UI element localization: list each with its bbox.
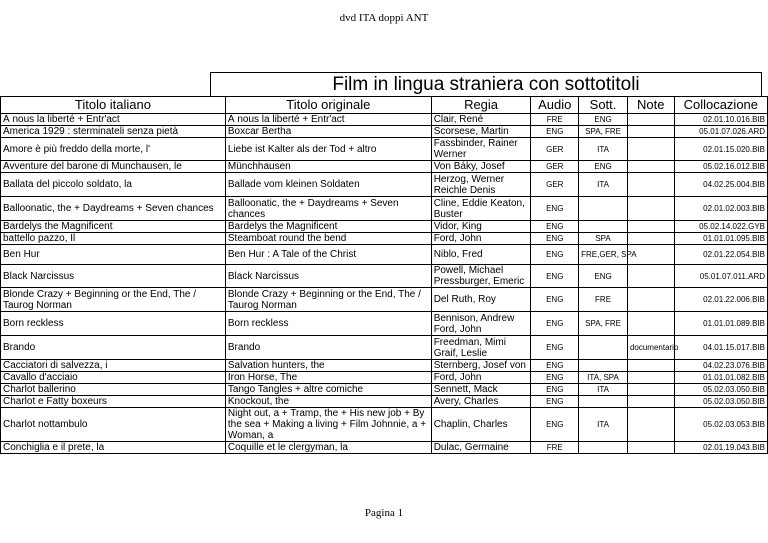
cell-sott: FRE,GER, SPA xyxy=(579,245,628,265)
table-row xyxy=(1,114,768,126)
table-row xyxy=(1,138,768,161)
cell-regia: Von Báky, Josef xyxy=(431,161,531,173)
cell-note xyxy=(627,197,674,221)
cell-audio: ENG xyxy=(531,221,579,233)
cell-sott: ENG xyxy=(579,265,628,288)
cell-note xyxy=(627,114,674,126)
cell-audio: ENG xyxy=(531,126,579,138)
cell-coll: 02.01.10.016.BIB xyxy=(674,114,767,126)
cell-coll: 05.02.03.050.BIB xyxy=(674,384,767,396)
cell-note xyxy=(627,265,674,288)
cell-sott: SPA, FRE xyxy=(579,312,628,336)
table-row xyxy=(1,221,768,233)
cell-orig: Tango Tangles + altre comiche xyxy=(225,384,431,396)
column-header: Sott. xyxy=(579,97,628,114)
cell-regia: Dulac, Germaine xyxy=(431,442,531,454)
film-table xyxy=(0,96,768,454)
cell-audio: ENG xyxy=(531,336,579,360)
cell-audio: FRE xyxy=(531,442,579,454)
cell-coll: 02.01.02.003.BIB xyxy=(674,197,767,221)
table-row xyxy=(1,233,768,245)
cell-note xyxy=(627,312,674,336)
cell-orig: Knockout, the xyxy=(225,396,431,408)
cell-regia: Powell, Michael Pressburger, Emeric xyxy=(431,265,531,288)
cell-regia: Bennison, Andrew Ford, John xyxy=(431,312,531,336)
cell-regia: Sternberg, Josef von xyxy=(431,360,531,372)
cell-it: Brando xyxy=(1,336,226,360)
cell-coll: 05.02.16.012.BIB xyxy=(674,161,767,173)
cell-regia: Vidor, King xyxy=(431,221,531,233)
cell-sott: SPA xyxy=(579,233,628,245)
cell-note: documentario xyxy=(627,336,674,360)
cell-it: Ballata del piccolo soldato, la xyxy=(1,173,226,197)
cell-audio: ENG xyxy=(531,245,579,265)
cell-coll: 02.01.22.054.BIB xyxy=(674,245,767,265)
cell-sott: ITA xyxy=(579,138,628,161)
cell-sott xyxy=(579,336,628,360)
cell-it: Charlot ballerino xyxy=(1,384,226,396)
cell-orig: Münchhausen xyxy=(225,161,431,173)
cell-regia: Ford, John xyxy=(431,233,531,245)
table-row xyxy=(1,312,768,336)
column-header: Titolo italiano xyxy=(1,97,226,114)
cell-sott xyxy=(579,396,628,408)
cell-orig: Brando xyxy=(225,336,431,360)
page-footer: Pagina 1 xyxy=(364,507,404,519)
cell-audio: ENG xyxy=(531,384,579,396)
table-row xyxy=(1,126,768,138)
cell-it: Bardelys the Magnificent xyxy=(1,221,226,233)
table-header-row xyxy=(1,97,768,114)
cell-audio: ENG xyxy=(531,408,579,442)
cell-note xyxy=(627,138,674,161)
column-header: Titolo originale xyxy=(225,97,431,114)
cell-audio: ENG xyxy=(531,396,579,408)
column-header: Collocazione xyxy=(674,97,767,114)
cell-note xyxy=(627,384,674,396)
table-row xyxy=(1,384,768,396)
cell-sott: SPA, FRE xyxy=(579,126,628,138)
cell-it: Avventure del barone di Munchausen, le xyxy=(1,161,226,173)
cell-regia: Sennett, Mack xyxy=(431,384,531,396)
table-row xyxy=(1,265,768,288)
cell-coll: 05.02.03.053.BIB xyxy=(674,408,767,442)
cell-sott xyxy=(579,197,628,221)
table-row xyxy=(1,442,768,454)
cell-note xyxy=(627,173,674,197)
cell-regia: Cline, Eddie Keaton, Buster xyxy=(431,197,531,221)
cell-regia: Avery, Charles xyxy=(431,396,531,408)
cell-it: Charlot nottambulo xyxy=(1,408,226,442)
cell-audio: ENG xyxy=(531,372,579,384)
cell-orig: Ben Hur : A Tale of the Christ xyxy=(225,245,431,265)
cell-it: Blonde Crazy + Beginning or the End, The / Taurog Norman xyxy=(1,288,226,312)
cell-it: Cavallo d'acciaio xyxy=(1,372,226,384)
cell-orig: Night out, a + Tramp, the + His new job + By the sea + Making a living + Film Johnnie, a + Woman, a xyxy=(225,408,431,442)
table-row xyxy=(1,173,768,197)
cell-audio: GER xyxy=(531,138,579,161)
cell-note xyxy=(627,221,674,233)
cell-coll: 05.01.07.026.ARD xyxy=(674,126,767,138)
cell-coll: 05.02.14.022.GYB xyxy=(674,221,767,233)
cell-sott xyxy=(579,442,628,454)
cell-coll: 01.01.01.095.BIB xyxy=(674,233,767,245)
cell-coll: 04.01.15.017.BIB xyxy=(674,336,767,360)
table-row xyxy=(1,336,768,360)
cell-coll: 05.01.07.011.ARD xyxy=(674,265,767,288)
cell-it: Amore è più freddo della morte, l' xyxy=(1,138,226,161)
cell-orig: Balloonatic, the + Daydreams + Seven chances xyxy=(225,197,431,221)
cell-regia: Scorsese, Martin xyxy=(431,126,531,138)
cell-coll: 02.01.19.043.BIB xyxy=(674,442,767,454)
cell-regia: Niblo, Fred xyxy=(431,245,531,265)
cell-audio: GER xyxy=(531,161,579,173)
cell-coll: 02.01.15.020.BIB xyxy=(674,138,767,161)
cell-note xyxy=(627,288,674,312)
cell-coll: 02.01.22.006.BIB xyxy=(674,288,767,312)
cell-coll: 01.01.01.082.BIB xyxy=(674,372,767,384)
cell-orig: Black Narcissus xyxy=(225,265,431,288)
cell-note xyxy=(627,161,674,173)
cell-orig: Liebe ist Kalter als der Tod + altro xyxy=(225,138,431,161)
cell-orig: Bardelys the Magnificent xyxy=(225,221,431,233)
cell-orig: Blonde Crazy + Beginning or the End, The / Taurog Norman xyxy=(225,288,431,312)
cell-sott: ITA xyxy=(579,173,628,197)
cell-orig: Iron Horse, The xyxy=(225,372,431,384)
cell-it: Born reckless xyxy=(1,312,226,336)
cell-sott: ITA xyxy=(579,384,628,396)
cell-coll: 01.01.01.089.BIB xyxy=(674,312,767,336)
table-row xyxy=(1,288,768,312)
table-row xyxy=(1,245,768,265)
cell-orig: Salvation hunters, the xyxy=(225,360,431,372)
cell-coll: 04.02.23.076.BIB xyxy=(674,360,767,372)
cell-it: Charlot e Fatty boxeurs xyxy=(1,396,226,408)
cell-it: Balloonatic, the + Daydreams + Seven chances xyxy=(1,197,226,221)
cell-it: Ben Hur xyxy=(1,245,226,265)
table-row xyxy=(1,396,768,408)
cell-note xyxy=(627,360,674,372)
cell-it: America 1929 : sterminateli senza pietà xyxy=(1,126,226,138)
cell-it: battello pazzo, Il xyxy=(1,233,226,245)
cell-audio: ENG xyxy=(531,233,579,245)
cell-note xyxy=(627,233,674,245)
cell-audio: ENG xyxy=(531,360,579,372)
table-row xyxy=(1,161,768,173)
page-title: Film in lingua straniera con sottotitoli xyxy=(210,72,762,97)
cell-note xyxy=(627,126,674,138)
cell-regia: Herzog, Werner Reichle Denis xyxy=(431,173,531,197)
cell-regia: Freedman, Mimi Graif, Leslie xyxy=(431,336,531,360)
table-row xyxy=(1,360,768,372)
cell-orig: Born reckless xyxy=(225,312,431,336)
table-row xyxy=(1,372,768,384)
cell-regia: Ford, John xyxy=(431,372,531,384)
cell-coll: 05.02.03.050.BIB xyxy=(674,396,767,408)
document-header: dvd ITA doppi ANT xyxy=(339,12,429,24)
cell-audio: GER xyxy=(531,173,579,197)
cell-note xyxy=(627,396,674,408)
column-header: Note xyxy=(627,97,674,114)
column-header: Audio xyxy=(531,97,579,114)
cell-orig: Boxcar Bertha xyxy=(225,126,431,138)
cell-audio: ENG xyxy=(531,312,579,336)
cell-audio: ENG xyxy=(531,288,579,312)
cell-it: À nous la liberté + Entr'act xyxy=(1,114,226,126)
cell-orig: À nous la liberté + Entr'act xyxy=(225,114,431,126)
cell-audio: ENG xyxy=(531,197,579,221)
table-row xyxy=(1,408,768,442)
cell-sott: ENG xyxy=(579,161,628,173)
cell-regia: Chaplin, Charles xyxy=(431,408,531,442)
cell-note xyxy=(627,442,674,454)
table-row xyxy=(1,197,768,221)
cell-sott xyxy=(579,221,628,233)
cell-orig: Steamboat round the bend xyxy=(225,233,431,245)
cell-sott: FRE xyxy=(579,288,628,312)
cell-it: Black Narcissus xyxy=(1,265,226,288)
cell-orig: Coquille et le clergyman, la xyxy=(225,442,431,454)
cell-audio: FRE xyxy=(531,114,579,126)
cell-coll: 04.02.25.004.BIB xyxy=(674,173,767,197)
cell-regia: Clair, René xyxy=(431,114,531,126)
cell-sott: ITA, SPA xyxy=(579,372,628,384)
cell-sott: ENG xyxy=(579,114,628,126)
cell-sott: ITA xyxy=(579,408,628,442)
cell-audio: ENG xyxy=(531,265,579,288)
cell-orig: Ballade vom kleinen Soldaten xyxy=(225,173,431,197)
cell-sott xyxy=(579,360,628,372)
cell-it: Cacciatori di salvezza, i xyxy=(1,360,226,372)
column-header: Regia xyxy=(431,97,531,114)
cell-note xyxy=(627,408,674,442)
cell-it: Conchiglia e il prete, la xyxy=(1,442,226,454)
cell-regia: Del Ruth, Roy xyxy=(431,288,531,312)
cell-note xyxy=(627,372,674,384)
cell-regia: Fassbinder, Rainer Werner xyxy=(431,138,531,161)
